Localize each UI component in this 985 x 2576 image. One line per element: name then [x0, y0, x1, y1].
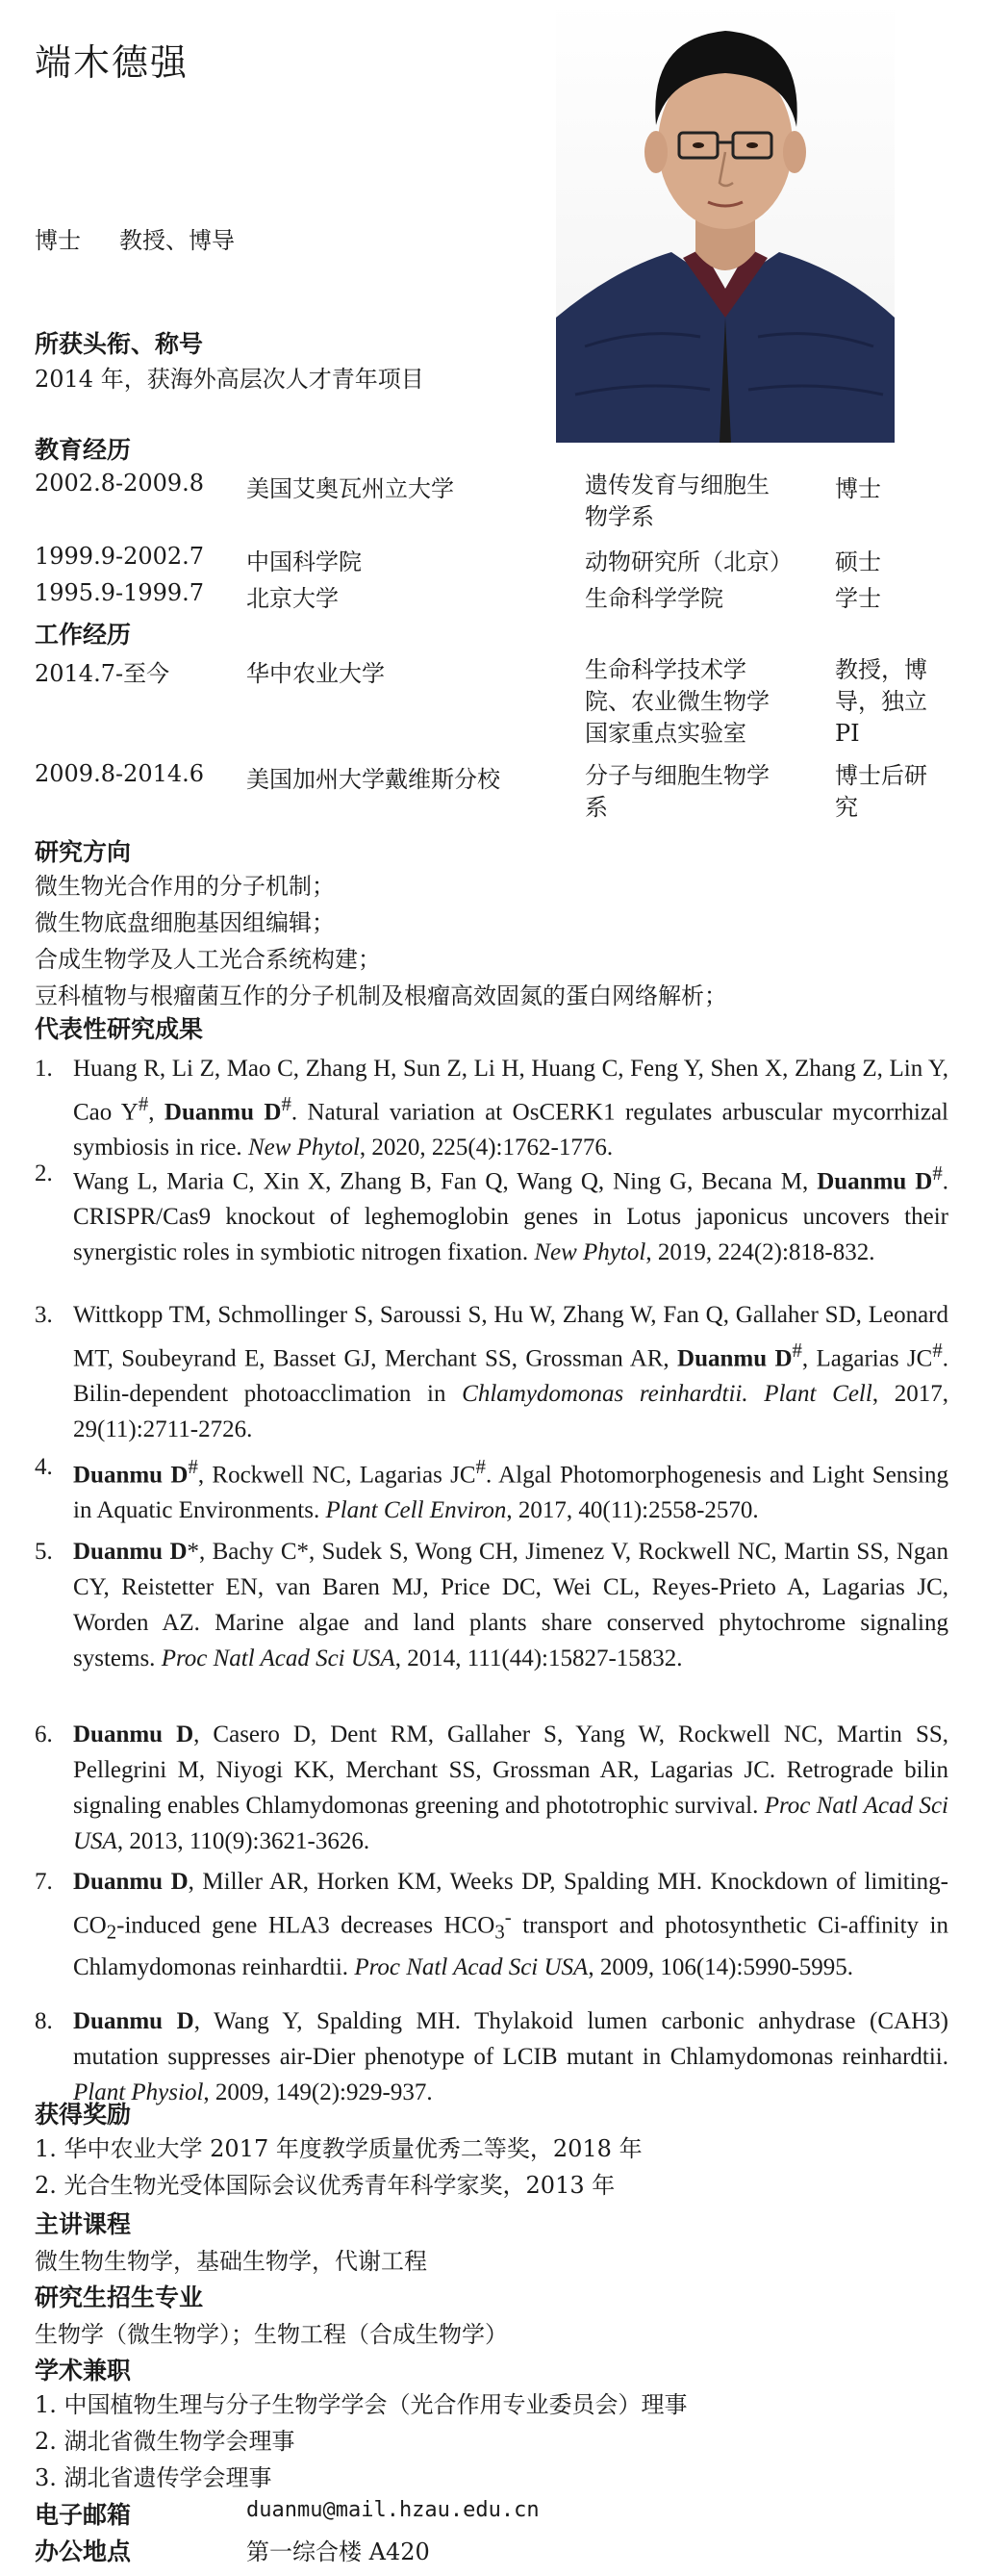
pub-number: 7. [35, 1869, 53, 1895]
work-position-line: 博士后研 [835, 762, 927, 789]
pub-citation: Duanmu D, Wang Y, Spalding MH. Thylakoid lumen carbonic anhydrase (CAH3) mutation suppresses air-Dier phenotype of LCIB mutant in Chlamydomonas reinhardtii. Plant Physiol, 2009, 149(2):929-937. [73, 2008, 948, 2105]
research-heading: 研究方向 [35, 838, 132, 866]
work-department [585, 760, 770, 824]
post-item: 2. 湖北省微生物学会理事 [35, 2428, 295, 2455]
publication-item [35, 1449, 948, 1534]
work-position-line: PI [835, 720, 860, 747]
work-date: 2009.8-2014.6 [35, 760, 205, 787]
work-position [835, 760, 927, 824]
work-heading: 工作经历 [35, 621, 132, 649]
education-heading: 教育经历 [35, 436, 132, 464]
awards-heading: 获得奖励 [35, 2101, 132, 2129]
edu-department: 生命科学学院 [585, 585, 723, 612]
work-institution: 美国加州大学戴维斯分校 [246, 766, 500, 793]
work-position-line: 导，独立 [835, 688, 927, 715]
work-department-line: 系 [585, 794, 608, 821]
work-department-line: 院、农业微生物学 [585, 688, 770, 715]
pub-number: 2. [35, 1160, 53, 1186]
position-title: 教授、博导 [119, 227, 235, 254]
person-name: 端木德强 [35, 41, 189, 84]
publication-item [35, 1534, 948, 1717]
publications-list [35, 1051, 948, 2109]
publication-item [35, 1051, 948, 1161]
edu-date: 2002.8-2009.8 [35, 470, 205, 497]
pub-citation: Wang L, Maria C, Xin X, Zhang B, Fan Q, Wang Q, Ning G, Becana M, Duanmu D#. CRISPR/Cas9 knockout of leghemoglobin genes in Lotus japonicus uncovers their synergistic roles in symbiotic nitrogen fixation. New Phytol, 2019, 224(2):818-832. [73, 1161, 948, 1266]
pub-citation: Duanmu D*, Bachy C*, Sudek S, Wong CH, Jimenez V, Rockwell NC, Martin SS, Ngan CY, Reistetter EN, van Baren MJ, Price DC, Wei CL, Reyes-Prieto A, Lagarias JC, Worden AZ. Marine algae and land plants share conserved phytochrome signaling systems. Proc Natl Acad Sci USA, 2014, 111(44):15827-15832. [73, 1539, 948, 1671]
pub-number: 5. [35, 1539, 53, 1565]
research-item: 豆科植物与根瘤菌互作的分子机制及根瘤高效固氮的蛋白网络解析； [35, 982, 727, 1009]
degree: 博士 [35, 227, 81, 254]
honors-text: 2014 年，获海外高层次人才青年项目 [35, 366, 424, 393]
awards-list [35, 2130, 643, 2204]
pub-citation: Huang R, Li Z, Mao C, Zhang H, Sun Z, Li H, Huang C, Feng Y, Shen X, Zhang Z, Lin Y, Cao Y#, Duanmu D#. Natural variation at OsCERK1 regulates arbuscular mycorrhizal symbiosis in rice. New Phytol, 2020, 225(4):1762-1776. [73, 1056, 948, 1161]
pub-citation: Duanmu D, Casero D, Dent RM, Gallaher S, Yang W, Rockwell NC, Martin SS, Pellegrini M, Niyogi KK, Merchant SS, Grossman AR, Lagarias JC. Retrograde bilin signaling enables Chlamydomonas greening and phototrophic survival. Proc Natl Acad Sci USA, 2013, 110(9):3621-3626. [73, 1722, 948, 1854]
publication-item [35, 1156, 948, 1297]
edu-degree: 博士 [835, 475, 881, 502]
publication-item [35, 1717, 948, 1864]
edu-department: 动物研究所（北京） [585, 548, 793, 575]
research-item: 微生物光合作用的分子机制； [35, 873, 335, 900]
publication-item [35, 1864, 948, 2003]
post-item: 3. 湖北省遗传学会理事 [35, 2464, 272, 2491]
publication-item [35, 2003, 948, 2109]
research-item: 合成生物学及人工光合系统构建； [35, 946, 381, 973]
work-department-line: 国家重点实验室 [585, 720, 746, 747]
work-department-line: 分子与细胞生物学 [585, 762, 770, 789]
email-label: 电子邮箱 [35, 2501, 132, 2529]
pub-citation: Duanmu D, Miller AR, Horken KM, Weeks DP, Spalding MH. Knockdown of limiting-$CO_2$-induced gene HLA3 decreases $HCO_3^-$ transport and photosynthetic Ci-affinity in Chlamydomonas reinhardtii. Proc Natl Acad Sci USA, 2009, 106(14):5990-5995. [73, 1869, 948, 1981]
portrait-photo [556, 0, 895, 443]
award-item: 1. 华中农业大学 2017 年度教学质量优秀二等奖，2018 年 [35, 2135, 643, 2162]
publications-heading: 代表性研究成果 [35, 1015, 204, 1043]
work-institution: 华中农业大学 [246, 660, 385, 687]
publication-item [35, 1297, 948, 1449]
edu-degree: 学士 [835, 585, 881, 612]
work-position-line: 究 [835, 794, 858, 821]
majors-heading: 研究生招生专业 [35, 2283, 204, 2311]
edu-date: 1999.9-2002.7 [35, 543, 205, 570]
honors-heading: 所获头衔、称号 [35, 330, 204, 358]
posts-list [35, 2386, 688, 2496]
courses-heading: 主讲课程 [35, 2210, 132, 2238]
edu-department-line: 遗传发育与细胞生 [585, 472, 770, 498]
research-item: 微生物底盘细胞基因组编辑； [35, 909, 335, 936]
office-label: 办公地点 [35, 2538, 132, 2565]
majors-text: 生物学（微生物学）；生物工程（合成生物学） [35, 2321, 508, 2348]
email-link[interactable]: duanmu@mail.hzau.edu.cn [246, 2498, 540, 2522]
office-location: 第一综合楼 A420 [246, 2538, 430, 2565]
work-date: 2014.7-至今 [35, 660, 170, 687]
edu-department [585, 470, 770, 533]
pub-number: 4. [35, 1454, 53, 1480]
edu-date: 1995.9-1999.7 [35, 579, 205, 606]
degree-title [35, 221, 273, 255]
edu-institution: 美国艾奥瓦州立大学 [246, 475, 454, 502]
pub-number: 6. [35, 1722, 53, 1747]
pub-number: 8. [35, 2008, 53, 2034]
edu-department-line: 物学系 [585, 503, 654, 530]
edu-institution: 中国科学院 [246, 548, 362, 575]
pub-citation: Wittkopp TM, Schmollinger S, Saroussi S, Hu W, Zhang W, Fan Q, Gallaher SD, Leonard MT, Soubeyrand E, Basset GJ, Merchant SS, Grossman AR, Duanmu D#, Lagarias JC#. Bilin-dependent photoacclimation in Chlamydomonas reinhardtii. Plant Cell, 2017, 29(11):2711-2726. [73, 1302, 948, 1443]
award-item: 2. 光合生物光受体国际会议优秀青年科学家奖，2013 年 [35, 2172, 616, 2199]
courses-text: 微生物生物学，基础生物学，代谢工程 [35, 2248, 427, 2275]
work-department [585, 654, 770, 750]
post-item: 1. 中国植物生理与分子生物学学会（光合作用专业委员会）理事 [35, 2391, 688, 2418]
pub-number: 3. [35, 1302, 53, 1328]
work-department-line: 生命科学技术学 [585, 656, 746, 683]
work-position-line: 教授，博 [835, 656, 927, 683]
pub-citation: Duanmu D#, Rockwell NC, Lagarias JC#. Algal Photomorphogenesis and Light Sensing in Aquatic Environments. Plant Cell Environ, 2017, 40(11):2558-2570. [73, 1455, 948, 1524]
research-list [35, 868, 727, 1014]
posts-heading: 学术兼职 [35, 2357, 132, 2385]
work-position [835, 654, 927, 750]
edu-degree: 硕士 [835, 548, 881, 575]
pub-number: 1. [35, 1056, 53, 1082]
edu-institution: 北京大学 [246, 585, 339, 612]
